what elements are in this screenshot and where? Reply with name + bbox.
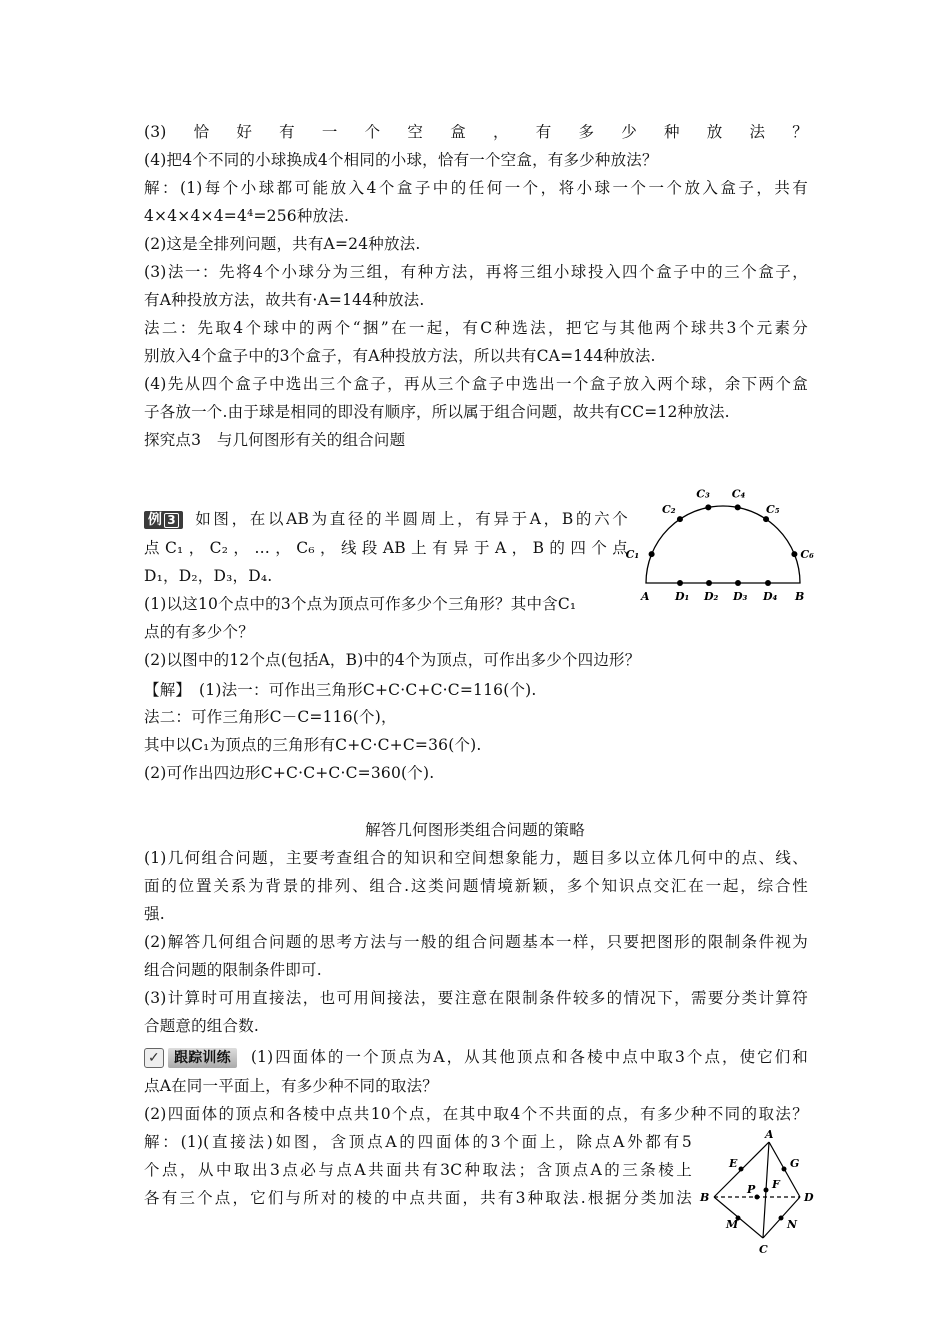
tetra-point-label: E (729, 1157, 738, 1170)
tetra-point-label: G (790, 1157, 800, 1170)
tetra-point (782, 1167, 787, 1172)
section-heading: 探究点3 与几何图形有关的组合问题 (144, 431, 406, 449)
tetra-point-label: N (787, 1218, 798, 1231)
tetra-point (779, 1216, 784, 1221)
segment-point-label: D₄ (763, 590, 778, 603)
tetra-point (739, 1167, 744, 1172)
example-line: D₁，D₂，D₃，D₄. (144, 567, 273, 585)
text-line: (2)这是全排列问题，共有A=24种放法. (144, 235, 421, 253)
segment-point (706, 580, 712, 586)
tetra-point-label: P (747, 1183, 756, 1196)
segment-point (765, 580, 771, 586)
training-line: 各有三个点，它们与所对的棱的中点共面，共有3种取法.根据分类加法 (144, 1189, 692, 1207)
tetrahedron-figure (696, 1128, 826, 1258)
example-line: 例 3 如图，在以AB为直径的半圆周上，有异于A，B的六个 (144, 509, 628, 529)
text-line: 4×4×4×4=4⁴=256种放法. (144, 207, 350, 225)
semicircle-point-label: C₂ (661, 503, 676, 517)
strategy-line: 合题意的组合数. (144, 1017, 260, 1035)
strategy-line: (2)解答几何组合问题的思考方法与一般的组合问题基本一样，只要把图形的限制条件视为 (144, 933, 808, 951)
text-line: 别放入4个盒子中的3个盒子，有A种投放方法，所以共有CA=144种放法. (144, 347, 656, 365)
example-line: 点C₁，C₂，…，C₆，线段AB上有异于A，B的四个点 (144, 539, 628, 557)
checkmark-icon: ✓ (144, 1048, 164, 1068)
semicircle-point-label: C₆ (800, 548, 814, 562)
text-line: (4)把4个不同的小球换成4个相同的小球，恰有一个空盒，有多少种放法？ (144, 151, 658, 169)
example-badge: 例 3 (144, 511, 183, 529)
text-line: (3)恰好有一个空盒，有多少种放法？ (144, 123, 808, 141)
text-line: 法二：先取4个球中的两个“捆”在一起，有C种选法，把它与其他两个球共3个元素分 (144, 319, 808, 337)
tetra-point-label: D (804, 1191, 814, 1204)
tetra-point (764, 1188, 769, 1193)
semicircle-point-label: C₅ (766, 503, 780, 517)
semicircle-point (677, 516, 683, 522)
segment-point (677, 580, 683, 586)
segment-point-label: D₁ (675, 590, 690, 603)
semicircle-point (705, 504, 711, 510)
example-line: (2)以图中的12个点(包括A，B)中的4个为顶点，可作出多少个四边形？ (144, 651, 641, 669)
tetra-point-label: M (726, 1218, 739, 1231)
training-line: ✓ 跟踪训练 (1)四面体的一个顶点为A，从其他顶点和各棱中点中取3个点，使它们和 (144, 1047, 808, 1068)
tetra-point-label: C (759, 1243, 768, 1256)
solution-line: 【解】 (1)法一：可作出三角形C+C·C+C·C=116(个). (144, 681, 537, 699)
training-line: (2)四面体的顶点和各棱中点共10个点，在其中取4个不共面的点，有多少种不同的取法？ (144, 1105, 808, 1123)
training-line: 个点，从中取出3点必与点A共面共有3C种取法；含顶点A的三条棱上 (144, 1161, 692, 1179)
solution-line: (2)可作出四边形C+C·C+C·C=360(个). (144, 764, 435, 782)
tetra-point-label: F (772, 1178, 780, 1191)
strategy-line: (3)计算时可用直接法，也可用间接法，要注意在限制条件较多的情况下，需要分类计算符 (144, 989, 808, 1007)
segment-point-label: D₂ (704, 590, 719, 603)
semicircle-point-label: C₃ (696, 487, 710, 501)
semicircle-point-label: C₄ (731, 487, 746, 501)
strategy-line: 面的位置关系为背景的排列、组合.这类问题情境新颖，多个知识点交汇在一起，综合性 (144, 877, 808, 895)
semicircle-point-label: C₁ (625, 548, 640, 562)
semicircle-point (791, 551, 797, 557)
segment-point-label: D₃ (733, 590, 748, 603)
training-badge: ✓ 跟踪训练 (144, 1048, 237, 1068)
strategy-title: 解答几何图形类组合问题的策略 (365, 821, 585, 839)
segment-point (735, 580, 741, 586)
semicircle-point (735, 504, 741, 510)
solution-line: 其中以C₁为顶点的三角形有C+C·C+C=36(个). (144, 736, 482, 754)
strategy-line: (1)几何组合问题，主要考查组合的知识和空间想象能力，题目多以立体几何中的点、线、 (144, 849, 808, 867)
solution-line: 法二：可作三角形C－C=116(个)， (144, 708, 397, 726)
text-line: 解：(1)每个小球都可能放入4个盒子中的任何一个，将小球一个一个放入盒子，共有 (144, 179, 808, 197)
text-line: (4)先从四个盒子中选出三个盒子，再从三个盒子中选出一个盒子放入两个球，余下两个盒 (144, 375, 808, 393)
tetra-point-label: B (700, 1191, 710, 1204)
semicircle-figure (625, 487, 818, 606)
segment-point-label: A (641, 590, 650, 603)
text-line: (3)法一：先将4个小球分为三组，有种方法，再将三组小球投入四个盒子中的三个盒子， (144, 263, 808, 281)
semicircle-point (649, 551, 655, 557)
strategy-line: 强. (144, 905, 165, 923)
tetra-point-label: A (765, 1128, 774, 1141)
training-line: 解：(1)(直接法)如图，含顶点A的四面体的3个面上，除点A外都有5 (144, 1133, 692, 1151)
text-line: 子各放一个.由于球是相同的即没有顺序，所以属于组合问题，故共有CC=12种放法. (144, 403, 730, 421)
text-line: 有A种投放方法，故共有·A=144种放法. (144, 291, 425, 309)
strategy-line: 组合问题的限制条件即可. (144, 961, 322, 979)
segment-point-label: B (795, 590, 805, 603)
example-line: (1)以这10个点中的3个点为顶点可作多少个三角形？其中含C₁ (144, 595, 577, 613)
training-line: 点A在同一平面上，有多少种不同的取法？ (144, 1077, 438, 1095)
semicircle-point (763, 516, 769, 522)
example-line: 点的有多少个？ (144, 623, 254, 641)
